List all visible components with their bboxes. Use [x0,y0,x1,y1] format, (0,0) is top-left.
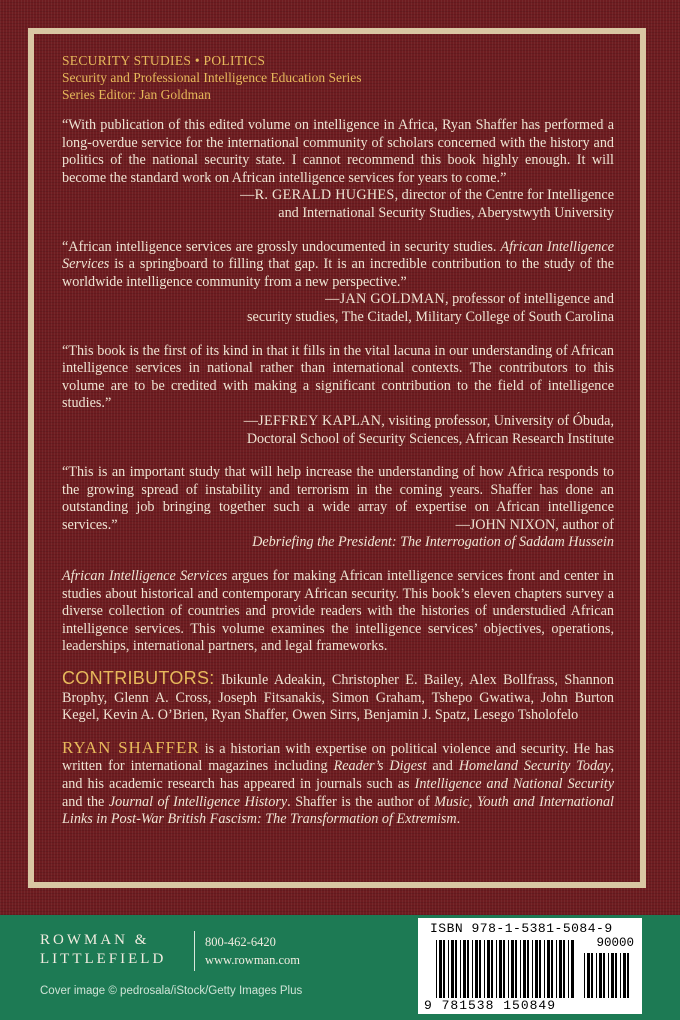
addon-barcode-icon [584,953,632,998]
author-name: RYAN SHAFFER [62,737,200,757]
bio-text: , and his academic research has appeared in journals such as [62,758,614,792]
blurb-affiliation-2: and International Security Studies, Aberystwyth University [278,204,614,221]
blurb-quote-title: African Intelligence Services [62,238,614,273]
blurb-quote: “African intelligence services are grossly undocumented in security studies. [62,238,501,255]
publisher-website: www.rowman.com [205,953,301,967]
publisher-block [40,931,301,969]
bio-text: and [426,758,459,775]
bio-italic: Homeland Security Today [458,758,611,775]
contributors-list: Ibikunle Adeakin, Christopher E. Bailey, Alex Bollfrass, Shannon Brophy, Glenn A. Cross, Joseph Fitsanakis, Simon Graham, Tshepo Gwatiwa, John Burton Kegel, Kevin A. O’Brien, Ryan Shaffer, Owen Sirrs, Benjamin J. Spatz, Lesego Tsholofelo [62,672,614,724]
publisher-logo-line-2: LITTLEFIELD [40,951,167,967]
barcode-digits: 9 781538 150849 [424,998,557,1013]
cover-image-credit: Cover image © pedrosala/iStock/Getty Images Plus [40,985,303,997]
book-description [62,568,614,656]
blurb-affiliation-2: security studies, The Citadel, Military College of South Carolina [247,308,614,325]
bio-italic: Journal of Intelligence History [108,793,288,810]
blurb-quote: “With publication of this edited volume on intelligence in Africa, Ryan Shaffer has performed a long-overdue service for the international community of scholars concerned with the history and politics of the national security state. I cannot recommend this book highly enough. It will become the standard work on African intelligence services for years to come.” [62,117,614,186]
contributors-section [62,670,614,725]
bio-italic: Music, Youth and International Links in Post-War British Fascism: The Transformation of Extremism [62,793,614,828]
blurb-quote: “This book is the first of its kind in that it fills in the vital lacuna in our understanding of African intelligence services in national rather than international contexts. The contributors to this volume are to be credited with making a significant contribution to the field of intelligence studies.” [62,342,614,412]
publisher-phone: 800-462-6420 [205,935,276,949]
back-cover-text [62,52,614,829]
blurb-goldman [62,239,614,327]
series-header [62,52,614,103]
publisher-logo [40,931,166,969]
bio-italic: Reader’s Digest [333,758,427,775]
isbn-number: ISBN 978-1-5381-5084-9 [430,921,613,936]
bio-text: is a historian with expertise on political violence and security. He has written for international magazines including [62,740,614,775]
blurb-hughes [62,117,614,223]
blurb-quote: “This is an important study that will help increase the understanding of how Africa responds to the growing spread of instability and terrorism in the coming years. Shaffer has done an outstanding job bringing together such a wide array of expertise on African intelligence services.” [62,464,614,533]
series-editor: Series Editor: Jan Goldman [62,87,211,102]
series-name: Security and Professional Intelligence Education Series [62,70,362,85]
blurb-attribution [62,291,614,309]
blurb-affiliation-2: Doctoral School of Security Sciences, African Research Institute [246,430,614,447]
description-text: argues for making African intelligence services front and center in studies about historical and contemporary African security. This book’s eleven chapters survey a diverse collection of countries and provide readers with the histories of understudied African intelligence services. This volume examines the intelligence services’ objectives, operations, leaderships, international partners, and legal frameworks. [62,568,614,655]
blurb-author: —JOHN NIXON [455,516,556,533]
bio-text: . [456,811,461,828]
isbn-barcode-box [418,918,642,1014]
blurb-affiliation-1: , visiting professor, University of Óbuda, [381,412,614,429]
price-code: 90000 [596,936,634,950]
blurb-kaplan [62,343,614,449]
blurb-nixon [62,464,614,552]
blurb-attribution [62,187,614,205]
publisher-divider [194,931,195,971]
blurb-affiliation-1: , author of [555,516,614,533]
publisher-contact [205,933,300,969]
blurb-affiliation-2 [62,534,614,552]
blurb-affiliation-1: , professor of intelligence and [444,291,614,308]
blurb-attribution [456,517,614,535]
contributors-label: CONTRIBUTORS: [62,668,215,689]
blurb-attribution [62,413,614,431]
bio-text: . Shaffer is the author of [287,793,435,810]
blurb-quote-end: is a springboard to filling that gap. It is an incredible contribution to the study of the worldwide intelligence community from a new perspective.” [62,256,614,290]
bio-italic: Intelligence and National Security [414,776,615,792]
blurb-author: —JEFFREY KAPLAN [243,412,382,429]
blurb-book-title: Debriefing the President: The Interrogation of Saddam Hussein [252,534,614,551]
book-title: African Intelligence Services [62,568,228,585]
publisher-logo-line-1: ROWMAN & [40,932,150,948]
blurb-affiliation-1: , director of the Centre for Intelligence [394,187,614,204]
barcode-icon [436,940,576,998]
bio-text: and the [62,793,109,810]
blurb-author: —R. GERALD HUGHES [240,187,395,204]
subject-categories: SECURITY STUDIES • POLITICS [62,53,266,68]
blurb-author: —JAN GOLDMAN [325,291,445,308]
author-bio [62,739,614,829]
